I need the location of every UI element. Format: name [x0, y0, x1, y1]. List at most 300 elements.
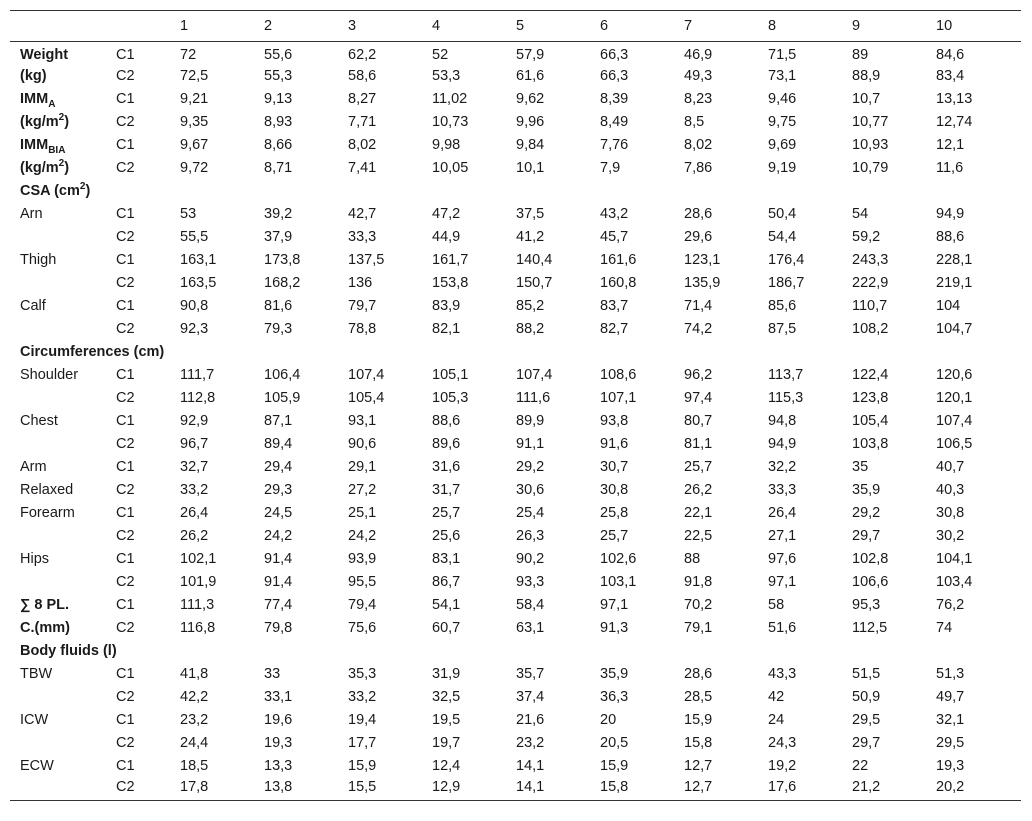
- value-cell: 21,2: [852, 778, 936, 801]
- value-cell: 135,9: [684, 275, 721, 291]
- row-label: [10, 433, 116, 456]
- row-label: [10, 755, 116, 778]
- value-cell: 54,4: [768, 229, 797, 245]
- value-cell: 32,7: [180, 459, 209, 475]
- value-cell: 7,76: [600, 137, 629, 153]
- value-cell: 96,2: [684, 367, 713, 383]
- value-cell: 163,5: [180, 275, 217, 291]
- value-cell: 51,6: [768, 620, 797, 636]
- value-cell: 140,4: [516, 252, 553, 268]
- condition-cell: C1: [116, 459, 135, 475]
- value-cell: 53: [180, 206, 197, 222]
- section-row: [10, 180, 1021, 203]
- row-label: [10, 111, 116, 134]
- value-cell: 10,7: [852, 91, 881, 107]
- value-cell: 8,5: [684, 114, 705, 130]
- value-cell: 76,2: [936, 597, 965, 613]
- value-cell: 14,1: [516, 778, 600, 801]
- table-row: [10, 755, 1021, 778]
- row-label-text: ∑ 8 PL.: [20, 597, 70, 613]
- section-label: [10, 640, 1021, 663]
- value-cell: 24,3: [768, 735, 797, 751]
- value-cell: 110,7: [852, 298, 888, 314]
- value-cell: 92,3: [180, 321, 209, 337]
- value-cell: 105,4: [348, 390, 385, 406]
- value-cell: 8,66: [264, 137, 293, 153]
- row-label: [10, 410, 116, 433]
- value-cell: 37,4: [516, 689, 545, 705]
- row-label-text: TBW: [20, 666, 53, 682]
- table-row: [10, 249, 1021, 272]
- condition-cell: C2: [116, 528, 135, 544]
- value-cell: 92,9: [180, 413, 209, 429]
- column-header: 2: [264, 11, 348, 42]
- label-superscript: 2: [58, 112, 65, 124]
- value-cell: 22: [852, 758, 869, 774]
- row-label: [10, 295, 116, 318]
- value-cell: 24,5: [264, 505, 293, 521]
- value-cell: 22,5: [684, 528, 713, 544]
- value-cell: 43,2: [600, 206, 629, 222]
- value-cell: 81,6: [264, 298, 293, 314]
- value-cell: 89,4: [264, 436, 293, 452]
- value-cell: 83,9: [432, 298, 461, 314]
- value-cell: 73,1: [768, 68, 797, 84]
- row-label: [10, 203, 116, 226]
- value-cell: 53,3: [432, 68, 461, 84]
- value-cell: 26,2: [180, 528, 209, 544]
- row-label-text: ICW: [20, 712, 49, 728]
- value-cell: 163,1: [180, 252, 217, 268]
- value-cell: 101,9: [180, 574, 217, 590]
- value-cell: 107,4: [936, 413, 973, 429]
- row-label: [10, 88, 116, 111]
- value-cell: 8,23: [684, 91, 713, 107]
- row-label: [10, 65, 116, 88]
- value-cell: 23,2: [516, 735, 545, 751]
- condition-cell: C2: [116, 229, 135, 245]
- value-cell: 42: [768, 689, 785, 705]
- value-cell: 26,4: [768, 505, 797, 521]
- row-label-text: Hips: [20, 551, 50, 567]
- column-header: 10: [936, 11, 1021, 42]
- value-cell: 28,6: [684, 206, 713, 222]
- table-row: [10, 732, 1021, 755]
- label-superscript: 2: [58, 158, 65, 170]
- value-cell: 31,6: [432, 459, 461, 475]
- condition-cell: C2: [116, 574, 135, 590]
- row-label-text: Arn: [20, 206, 43, 222]
- table-row: [10, 318, 1021, 341]
- value-cell: 122,4: [852, 367, 889, 383]
- value-cell: 113,7: [768, 367, 804, 383]
- row-label: [10, 479, 116, 502]
- table-row: [10, 479, 1021, 502]
- value-cell: 46,9: [684, 46, 713, 63]
- value-cell: 41,2: [516, 229, 545, 245]
- row-label: [10, 548, 116, 571]
- row-label-text: Forearm: [20, 505, 75, 521]
- value-cell: 27,1: [768, 528, 797, 544]
- value-cell: 19,7: [432, 735, 461, 751]
- value-cell: 35,3: [348, 666, 377, 682]
- row-label-text: Relaxed: [20, 482, 74, 498]
- value-cell: 32,1: [936, 712, 965, 728]
- value-cell: 7,9: [600, 160, 621, 176]
- column-header: 5: [516, 11, 600, 42]
- value-cell: 81,1: [684, 436, 713, 452]
- section-label: [10, 180, 1021, 203]
- value-cell: 161,6: [600, 252, 637, 268]
- value-cell: 102,8: [852, 551, 889, 567]
- table-row: [10, 226, 1021, 249]
- value-cell: 160,8: [600, 275, 637, 291]
- table-row: [10, 111, 1021, 134]
- row-label: [10, 709, 116, 732]
- value-cell: 40,7: [936, 459, 965, 475]
- value-cell: 9,21: [180, 91, 209, 107]
- value-cell: 49,7: [936, 689, 965, 705]
- value-cell: 103,4: [936, 574, 973, 590]
- row-label-text: Chest: [20, 413, 58, 429]
- value-cell: 8,93: [264, 114, 293, 130]
- condition-cell: C1: [116, 758, 135, 774]
- value-cell: 22,1: [684, 505, 713, 521]
- value-cell: 116,8: [180, 620, 216, 636]
- condition-cell: C1: [116, 666, 135, 682]
- value-cell: 89: [852, 46, 869, 63]
- condition-cell: C1: [116, 252, 135, 268]
- value-cell: 120,1: [936, 390, 973, 406]
- value-cell: 108,6: [600, 367, 637, 383]
- value-cell: 37,5: [516, 206, 545, 222]
- row-label: [10, 42, 116, 65]
- value-cell: 15,9: [684, 712, 713, 728]
- table-row: [10, 709, 1021, 732]
- table-row: [10, 594, 1021, 617]
- row-label: [10, 594, 116, 617]
- condition-cell: C2: [116, 482, 135, 498]
- value-cell: 219,1: [936, 275, 973, 291]
- value-cell: 41,8: [180, 666, 209, 682]
- condition-cell: C2: [116, 68, 135, 84]
- value-cell: 37,9: [264, 229, 293, 245]
- row-label-text: (kg/m: [20, 160, 59, 176]
- value-cell: 15,8: [600, 778, 684, 801]
- value-cell: 150,7: [516, 275, 553, 291]
- value-cell: 17,7: [348, 735, 377, 751]
- row-label: [10, 157, 116, 180]
- value-cell: 12,7: [684, 778, 768, 801]
- value-cell: 78,8: [348, 321, 377, 337]
- row-label: [10, 502, 116, 525]
- row-label-text: Body fluids (l): [20, 643, 117, 659]
- value-cell: 44,9: [432, 229, 461, 245]
- value-cell: 88,6: [432, 413, 461, 429]
- value-cell: 102,6: [600, 551, 637, 567]
- value-cell: 25,8: [600, 505, 629, 521]
- table-row: [10, 686, 1021, 709]
- value-cell: 74,2: [684, 321, 713, 337]
- value-cell: 30,8: [600, 482, 629, 498]
- value-cell: 93,8: [600, 413, 629, 429]
- value-cell: 25,7: [684, 459, 713, 475]
- value-cell: 54,1: [432, 597, 461, 613]
- value-cell: 10,93: [852, 137, 889, 153]
- value-cell: 94,9: [936, 206, 965, 222]
- value-cell: 8,02: [348, 137, 377, 153]
- value-cell: 24: [768, 712, 785, 728]
- row-label: [10, 456, 116, 479]
- table-row: [10, 548, 1021, 571]
- value-cell: 8,02: [684, 137, 713, 153]
- label-subscript: A: [48, 98, 56, 110]
- value-cell: 88,9: [852, 68, 881, 84]
- value-cell: 24,4: [180, 735, 209, 751]
- table-row: [10, 663, 1021, 686]
- condition-cell: C2: [116, 390, 135, 406]
- value-cell: 82,1: [432, 321, 461, 337]
- value-cell: 24,2: [348, 528, 377, 544]
- value-cell: 97,6: [768, 551, 797, 567]
- value-cell: 120,6: [936, 367, 973, 383]
- table-row: [10, 433, 1021, 456]
- value-cell: 30,6: [516, 482, 545, 498]
- value-cell: 17,6: [768, 778, 852, 801]
- value-cell: 31,7: [432, 482, 461, 498]
- value-cell: 29,7: [852, 528, 881, 544]
- value-cell: 25,6: [432, 528, 461, 544]
- value-cell: 107,1: [600, 390, 637, 406]
- value-cell: 79,1: [684, 620, 713, 636]
- table-body: [10, 42, 1021, 801]
- value-cell: 9,72: [180, 160, 209, 176]
- row-label-text: IMM: [20, 91, 49, 107]
- value-cell: 30,2: [936, 528, 965, 544]
- value-cell: 90,2: [516, 551, 545, 567]
- row-label-text: IMM: [20, 137, 49, 153]
- value-cell: 29,6: [684, 229, 713, 245]
- value-cell: 57,9: [516, 46, 545, 63]
- section-row: [10, 341, 1021, 364]
- value-cell: 23,2: [180, 712, 209, 728]
- value-cell: 136: [348, 275, 373, 291]
- table-row: [10, 387, 1021, 410]
- value-cell: 95,5: [348, 574, 377, 590]
- value-cell: 115,3: [768, 390, 804, 406]
- value-cell: 10,79: [852, 160, 889, 176]
- value-cell: 90,8: [180, 298, 209, 314]
- value-cell: 88,2: [516, 321, 545, 337]
- value-cell: 243,3: [852, 252, 889, 268]
- table-row: [10, 295, 1021, 318]
- value-cell: 111,6: [516, 390, 551, 406]
- condition-cell: C2: [116, 735, 135, 751]
- value-cell: 91,1: [516, 436, 545, 452]
- value-cell: 55,3: [264, 68, 293, 84]
- value-cell: 42,2: [180, 689, 209, 705]
- value-cell: 74: [936, 620, 953, 636]
- value-cell: 14,1: [516, 758, 545, 774]
- value-cell: 55,6: [264, 46, 293, 63]
- header-row: [10, 11, 1021, 42]
- value-cell: 24,2: [264, 528, 293, 544]
- value-cell: 20,2: [936, 778, 1021, 801]
- value-cell: 26,4: [180, 505, 209, 521]
- value-cell: 71,4: [684, 298, 713, 314]
- value-cell: 25,7: [432, 505, 461, 521]
- value-cell: 35,9: [852, 482, 881, 498]
- value-cell: 85,2: [516, 298, 545, 314]
- value-cell: 95,3: [852, 597, 881, 613]
- value-cell: 9,46: [768, 91, 797, 107]
- table-row: [10, 203, 1021, 226]
- table-row: [10, 502, 1021, 525]
- condition-cell: C1: [116, 712, 135, 728]
- value-cell: 222,9: [852, 275, 889, 291]
- value-cell: 77,4: [264, 597, 293, 613]
- row-label-text: Weight: [20, 46, 69, 63]
- value-cell: 10,1: [516, 160, 545, 176]
- condition-cell: C1: [116, 46, 135, 63]
- condition-cell: C1: [116, 91, 135, 107]
- value-cell: 51,5: [852, 666, 881, 682]
- condition-cell: C2: [116, 114, 135, 130]
- condition-cell: C2: [116, 436, 135, 452]
- value-cell: 60,7: [432, 620, 461, 636]
- row-label-text: CSA (cm: [20, 183, 80, 199]
- row-label: [10, 364, 116, 387]
- header-empty-label: [10, 11, 116, 42]
- value-cell: 91,6: [600, 436, 629, 452]
- value-cell: 15,5: [348, 778, 432, 801]
- value-cell: 8,71: [264, 160, 293, 176]
- section-label: [10, 341, 1021, 364]
- value-cell: 9,98: [432, 137, 461, 153]
- value-cell: 75,6: [348, 620, 377, 636]
- header-empty-cond: [116, 11, 180, 42]
- value-cell: 29,5: [936, 735, 965, 751]
- value-cell: 93,3: [516, 574, 545, 590]
- value-cell: 9,35: [180, 114, 209, 130]
- value-cell: 29,2: [852, 505, 881, 521]
- column-header: 3: [348, 11, 432, 42]
- value-cell: 107,4: [348, 367, 385, 383]
- condition-cell: C1: [116, 413, 135, 429]
- row-label-text: Thigh: [20, 252, 57, 268]
- value-cell: 30,7: [600, 459, 629, 475]
- condition-cell: C2: [116, 778, 180, 801]
- label-tail: ): [64, 160, 70, 176]
- value-cell: 91,4: [264, 551, 293, 567]
- table-row: [10, 456, 1021, 479]
- value-cell: 32,2: [768, 459, 797, 475]
- value-cell: 13,13: [936, 91, 973, 107]
- condition-cell: C1: [116, 367, 135, 383]
- value-cell: 10,73: [432, 114, 469, 130]
- value-cell: 28,5: [684, 689, 713, 705]
- table-row: [10, 778, 1021, 801]
- table-row: [10, 134, 1021, 157]
- row-label: [10, 318, 116, 341]
- value-cell: 19,3: [936, 758, 965, 774]
- value-cell: 15,9: [600, 758, 629, 774]
- column-header: 7: [684, 11, 768, 42]
- value-cell: 79,4: [348, 597, 377, 613]
- value-cell: 29,1: [348, 459, 377, 475]
- value-cell: 106,5: [936, 436, 973, 452]
- value-cell: 71,5: [768, 46, 797, 63]
- value-cell: 51,3: [936, 666, 965, 682]
- condition-cell: C2: [116, 689, 135, 705]
- value-cell: 29,5: [852, 712, 881, 728]
- value-cell: 91,4: [264, 574, 293, 590]
- value-cell: 40,3: [936, 482, 965, 498]
- value-cell: 90,6: [348, 436, 377, 452]
- value-cell: 49,3: [684, 68, 713, 84]
- value-cell: 80,7: [684, 413, 713, 429]
- condition-cell: C1: [116, 206, 135, 222]
- value-cell: 106,4: [264, 367, 301, 383]
- section-row: [10, 640, 1021, 663]
- value-cell: 97,1: [600, 597, 629, 613]
- value-cell: 11,02: [432, 91, 468, 107]
- value-cell: 10,77: [852, 114, 889, 130]
- value-cell: 25,7: [600, 528, 629, 544]
- value-cell: 7,86: [684, 160, 713, 176]
- row-label-text: ECW: [20, 758, 54, 774]
- value-cell: 7,71: [348, 114, 377, 130]
- condition-cell: C1: [116, 298, 135, 314]
- value-cell: 105,4: [852, 413, 889, 429]
- row-label: [10, 525, 116, 548]
- value-cell: 32,5: [432, 689, 461, 705]
- value-cell: 21,6: [516, 712, 545, 728]
- row-label: [10, 663, 116, 686]
- value-cell: 29,2: [516, 459, 545, 475]
- condition-cell: C1: [116, 597, 135, 613]
- value-cell: 173,8: [264, 252, 301, 268]
- row-label-text: C.(mm): [20, 620, 70, 636]
- value-cell: 63,1: [516, 620, 545, 636]
- row-label-text: Shoulder: [20, 367, 79, 383]
- value-cell: 8,49: [600, 114, 629, 130]
- value-cell: 62,2: [348, 46, 377, 63]
- value-cell: 94,8: [768, 413, 797, 429]
- value-cell: 33,3: [768, 482, 797, 498]
- value-cell: 87,5: [768, 321, 797, 337]
- value-cell: 103,8: [852, 436, 889, 452]
- value-cell: 29,4: [264, 459, 293, 475]
- value-cell: 137,5: [348, 252, 385, 268]
- value-cell: 94,9: [768, 436, 797, 452]
- value-cell: 104,7: [936, 321, 973, 337]
- value-cell: 112,8: [180, 390, 216, 406]
- value-cell: 39,2: [264, 206, 293, 222]
- value-cell: 91,3: [600, 620, 629, 636]
- value-cell: 19,4: [348, 712, 377, 728]
- value-cell: 9,84: [516, 137, 545, 153]
- value-cell: 28,6: [684, 666, 713, 682]
- value-cell: 66,3: [600, 46, 629, 63]
- value-cell: 228,1: [936, 252, 973, 268]
- value-cell: 9,13: [264, 91, 293, 107]
- row-label: [10, 134, 116, 157]
- value-cell: 97,1: [768, 574, 797, 590]
- row-label: [10, 272, 116, 295]
- value-cell: 33,2: [180, 482, 209, 498]
- value-cell: 83,4: [936, 68, 965, 84]
